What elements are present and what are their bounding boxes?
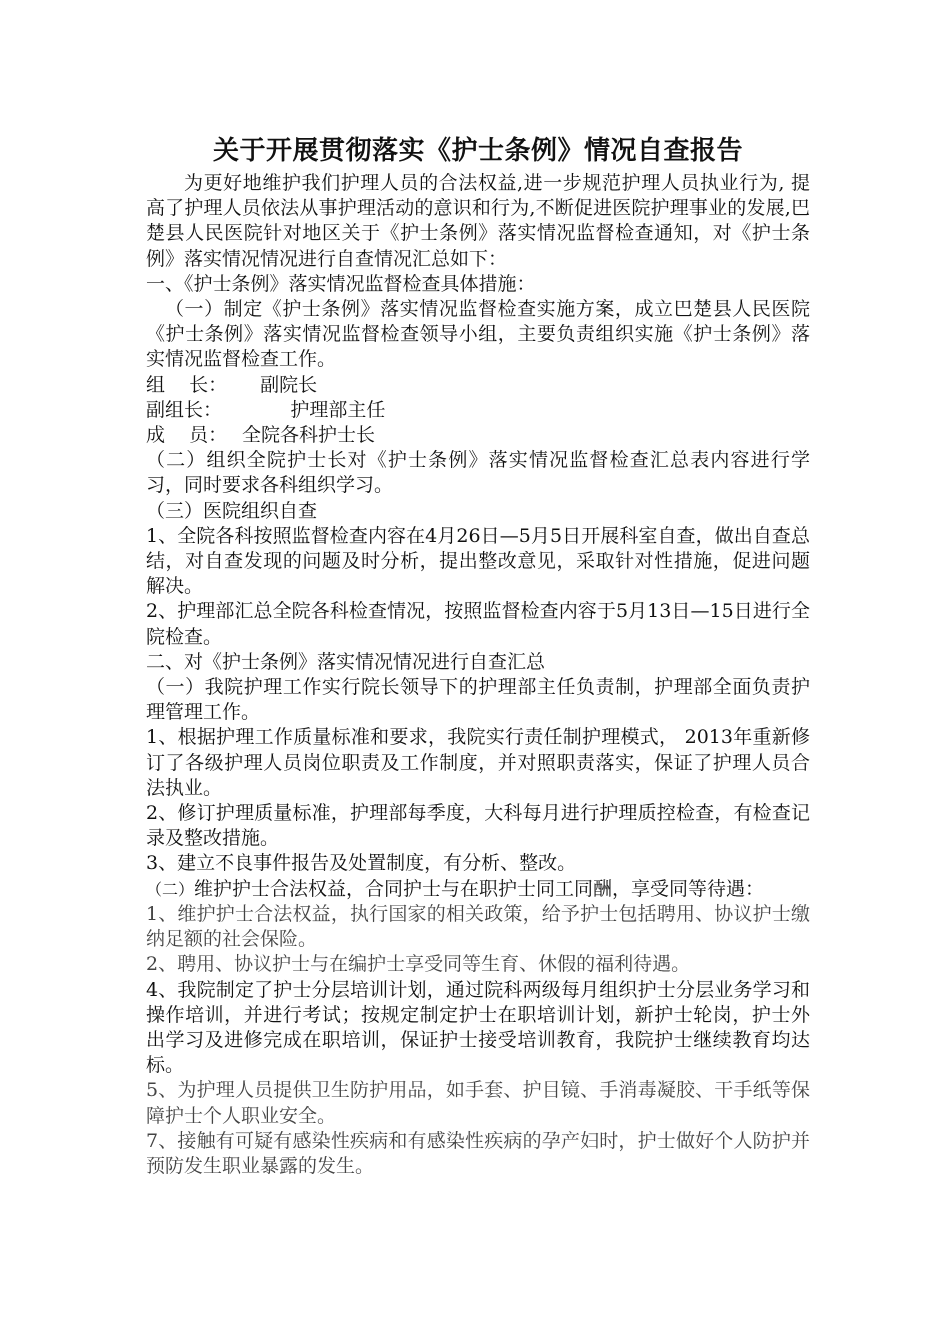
team-leader-row — [146, 373, 810, 398]
team-member-label: 成 员： — [146, 424, 228, 447]
section-2-item-2-prefix: （二） — [146, 879, 195, 899]
section-2-item-2-4: 4、我院制定了护士分层培训计划，通过院科两级每月组织护士分层业务学习和操作培训，并进行考试；按规定制定护士在职培训计划，新护士轮岗，护士外出学习及进修完成在职培训，保证护士接受培训教育，我院护士继续教育均达标。 — [146, 978, 810, 1077]
section-1-item-1: （一）制定《护士条例》落实情况监督检查实施方案，成立巴楚县人民医院《护士条例》落实情况监督检查领导小组，主要负责组织实施《护士条例》落实情况监督检查工作。 — [146, 298, 810, 371]
section-1-heading: 一、《护士条例》落实情况监督检查具体措施： — [146, 272, 536, 295]
document-title: 关于开展贯彻落实《护士条例》情况自查报告 — [212, 136, 743, 166]
team-deputy-row — [146, 398, 810, 423]
team-deputy-label: 副组长： — [146, 398, 223, 421]
team-leader-label: 组 长： — [146, 373, 228, 396]
section-2-item-1-2: 2、修订护理质量标准，护理部每季度，大科每月进行护理质控检查，有检查记录及整改措施。 — [146, 802, 810, 850]
section-1-item-3-1: 1、全院各科按照监督检查内容在4月26日—5月5日开展科室自查，做出自查总结，对自查发现的问题及时分析，提出整改意见，采取针对性措施，促进问题解决。 — [146, 524, 810, 598]
section-2-item-1-1: 1、根据护理工作质量标准和要求，我院实行责任制护理模式， 2013年重新修订了各级护理人员岗位职责及工作制度，并对照职责落实，保证了护理人员合法执业。 — [146, 726, 810, 799]
section-1-item-2: （二）组织全院护士长对《护士条例》落实情况监督检查汇总表内容进行学习，同时要求各科组织学习。 — [146, 449, 810, 497]
section-2-item-2-5: 5、为护理人员提供卫生防护用品，如手套、护目镜、手消毒凝胶、干手纸等保障护士个人职业安全。 — [146, 1079, 810, 1127]
section-1-item-3: （三）医院组织自查 — [146, 499, 318, 522]
document-page — [146, 131, 810, 1179]
team-deputy-value: 护理部主任 — [242, 398, 386, 421]
section-2-item-2-text: 维护护士合法权益，合同护士与在职护士同工同酬，享受同等待遇： — [194, 877, 765, 900]
section-2-item-1: （一）我院护理工作实行院长领导下的护理部主任负责制，护理部全面负责护理管理工作。 — [146, 676, 810, 724]
section-2-item-2-2: 2、聘用、协议护士与在编护士享受同等生育、休假的福利待遇。 — [146, 953, 691, 976]
team-leader-value: 副院长 — [242, 373, 318, 396]
section-2-item-2-1: 1、维护护士合法权益，执行国家的相关政策，给予护士包括聘用、协议护士缴纳足额的社会保险。 — [146, 902, 810, 951]
section-2-heading: 二、对《护士条例》落实情况情况进行自查汇总 — [146, 650, 546, 673]
section-2-item-1-3: 3、建立不良事件报告及处置制度，有分析、整改。 — [146, 852, 577, 875]
team-member-row — [146, 423, 810, 448]
team-member-value: 全院各科护士长 — [242, 424, 376, 447]
section-2-item-2 — [146, 877, 810, 902]
intro-paragraph: 为更好地维护我们护理人员的合法权益,进一步规范护理人员执业行为, 提高了护理人员依法从事护理活动的意识和行为,不断促进医院护理事业的发展,巴楚县人民医院针对地区关于《护士条例》落实情况监督检查通知，对《护士条例》落实情况情况进行自查情况汇总如下： — [146, 172, 810, 270]
section-2-item-2-7: 7、接触有可疑有感染性疾病和有感染性疾病的孕产妇时，护士做好个人防护并预防发生职业暴露的发生。 — [146, 1129, 810, 1177]
section-1-item-3-2: 2、护理部汇总全院各科检查情况，按照监督检查内容于5月13日—15日进行全院检查。 — [146, 600, 810, 648]
